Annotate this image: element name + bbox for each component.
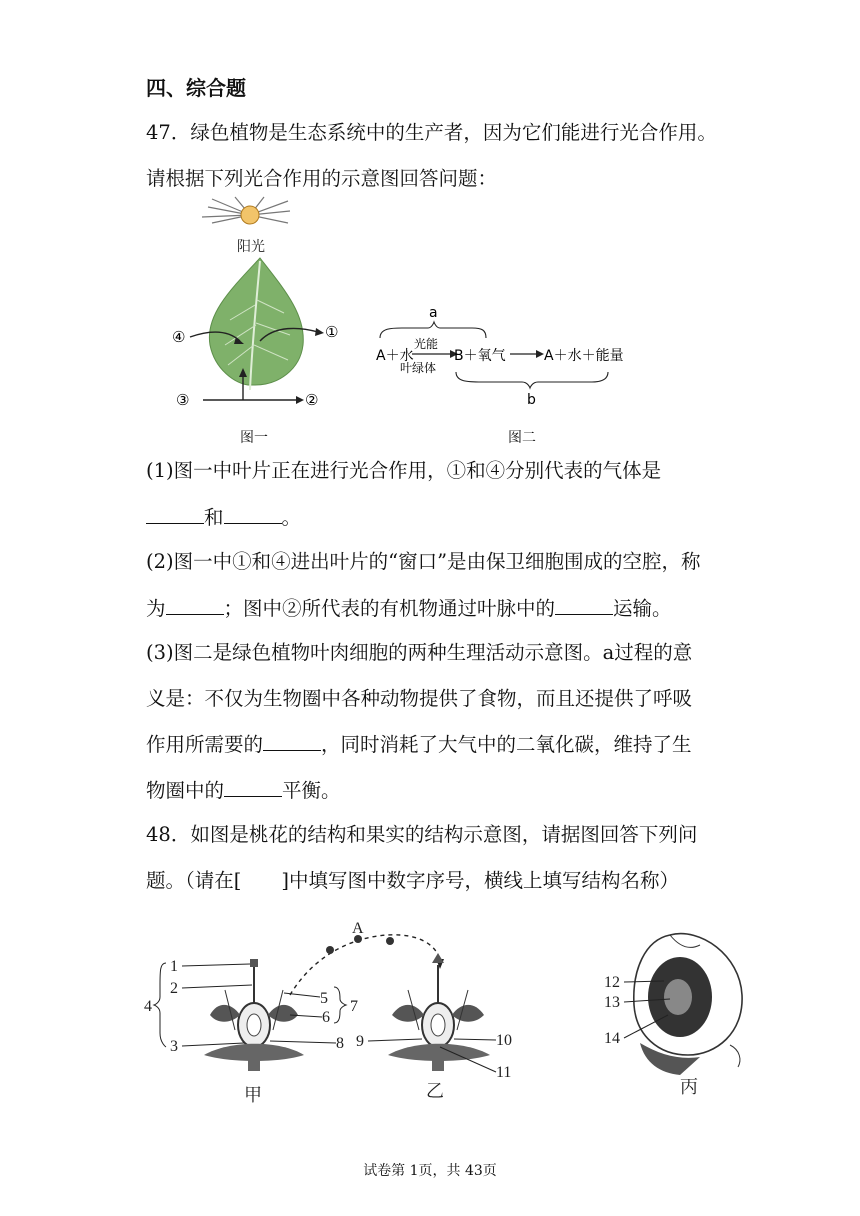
sun-icon [241, 206, 259, 224]
label-2: ② [305, 391, 319, 409]
label-1: 1 [170, 958, 178, 975]
flower-fruit-diagram [140, 915, 760, 1115]
figure-1-leaf-diagram [160, 195, 360, 450]
label-2: 2 [170, 980, 178, 997]
condition-chloroplast: 叶绿体 [400, 361, 437, 375]
label-3: 3 [170, 1038, 178, 1055]
q47-part2-line1: (2)图一中①和④进出叶片的“窗口”是由保卫细胞围成的空腔，称 [146, 550, 701, 573]
process-b-label: b [527, 392, 536, 408]
q47-part3-line2: 义是：不仅为生物圈中各种动物提供了食物，而且还提供了呼吸 [146, 687, 693, 710]
label-1: ① [325, 323, 339, 341]
label-yi: 乙 [426, 1081, 444, 1101]
page-footer: 试卷第 1页，共 43页 [363, 1163, 497, 1179]
label-12: 12 [604, 974, 620, 991]
label-bing: 丙 [680, 1077, 698, 1097]
label-9: 9 [356, 1033, 364, 1050]
flower-yi [388, 953, 490, 1071]
q47-part1-line1: (1)图一中叶片正在进行光合作用，①和④分别代表的气体是 [146, 459, 662, 482]
q47-part1-line2: 和 。 [146, 505, 301, 530]
label-5: 5 [320, 990, 328, 1007]
label-4: ④ [172, 328, 186, 346]
answer-blank[interactable] [166, 596, 224, 615]
label-7: 7 [350, 998, 358, 1015]
q47-part3-line1: (3)图二是绿色植物叶肉细胞的两种生理活动示意图。a过程的意 [146, 641, 693, 664]
answer-blank[interactable] [224, 505, 282, 524]
q47-stem-line1: 47．绿色植物是生态系统中的生产者，因为它们能进行光合作用。 [146, 121, 717, 144]
sun-label: 阳光 [237, 239, 265, 255]
q47-part3-line4: 物圈中的 平衡。 [146, 779, 341, 802]
figure-2-caption: 图二 [508, 430, 536, 446]
label-A: A [352, 920, 364, 937]
label-jia: 甲 [244, 1085, 262, 1105]
label-10: 10 [496, 1032, 512, 1049]
answer-blank[interactable] [224, 778, 282, 797]
q47-stem-line2: 请根据下列光合作用的示意图回答问题： [146, 167, 498, 190]
answer-blank[interactable] [555, 596, 613, 615]
q48-stem-line1: 48．如图是桃花的结构和果实的结构示意图，请据图回答下列问 [146, 823, 698, 846]
process-a-label: a [429, 305, 438, 321]
flower-jia [204, 959, 304, 1071]
products-text: A＋水＋能量 [544, 348, 624, 364]
answer-blank[interactable] [146, 505, 204, 524]
label-4: 4 [144, 998, 152, 1015]
answer-blank[interactable] [263, 732, 321, 751]
q47-part2-line2: 为 ；图中②所代表的有机物通过叶脉中的 运输。 [146, 597, 672, 620]
label-14: 14 [604, 1030, 620, 1047]
reactants-text: A＋水 [376, 348, 414, 364]
q47-part3-line3: 作用所需要的 ，同时消耗了大气中的二氧化碳，维持了生 [146, 733, 692, 756]
label-13: 13 [604, 994, 620, 1011]
figure-2-reaction-diagram [372, 300, 632, 410]
label-11: 11 [496, 1064, 512, 1081]
peach-fruit [634, 934, 742, 1075]
label-8: 8 [336, 1035, 344, 1052]
section-title: 四、综合题 [146, 76, 246, 100]
figure-1-caption: 图一 [240, 430, 268, 446]
leaf-icon [209, 258, 303, 385]
q48-stem-line2: 题。（请在[ ]中填写图中数字序号，横线上填写结构名称） [146, 869, 679, 892]
label-6: 6 [322, 1009, 330, 1026]
condition-light: 光能 [414, 337, 439, 351]
label-3: ③ [176, 391, 190, 409]
middle-text: B＋氧气 [454, 348, 506, 364]
